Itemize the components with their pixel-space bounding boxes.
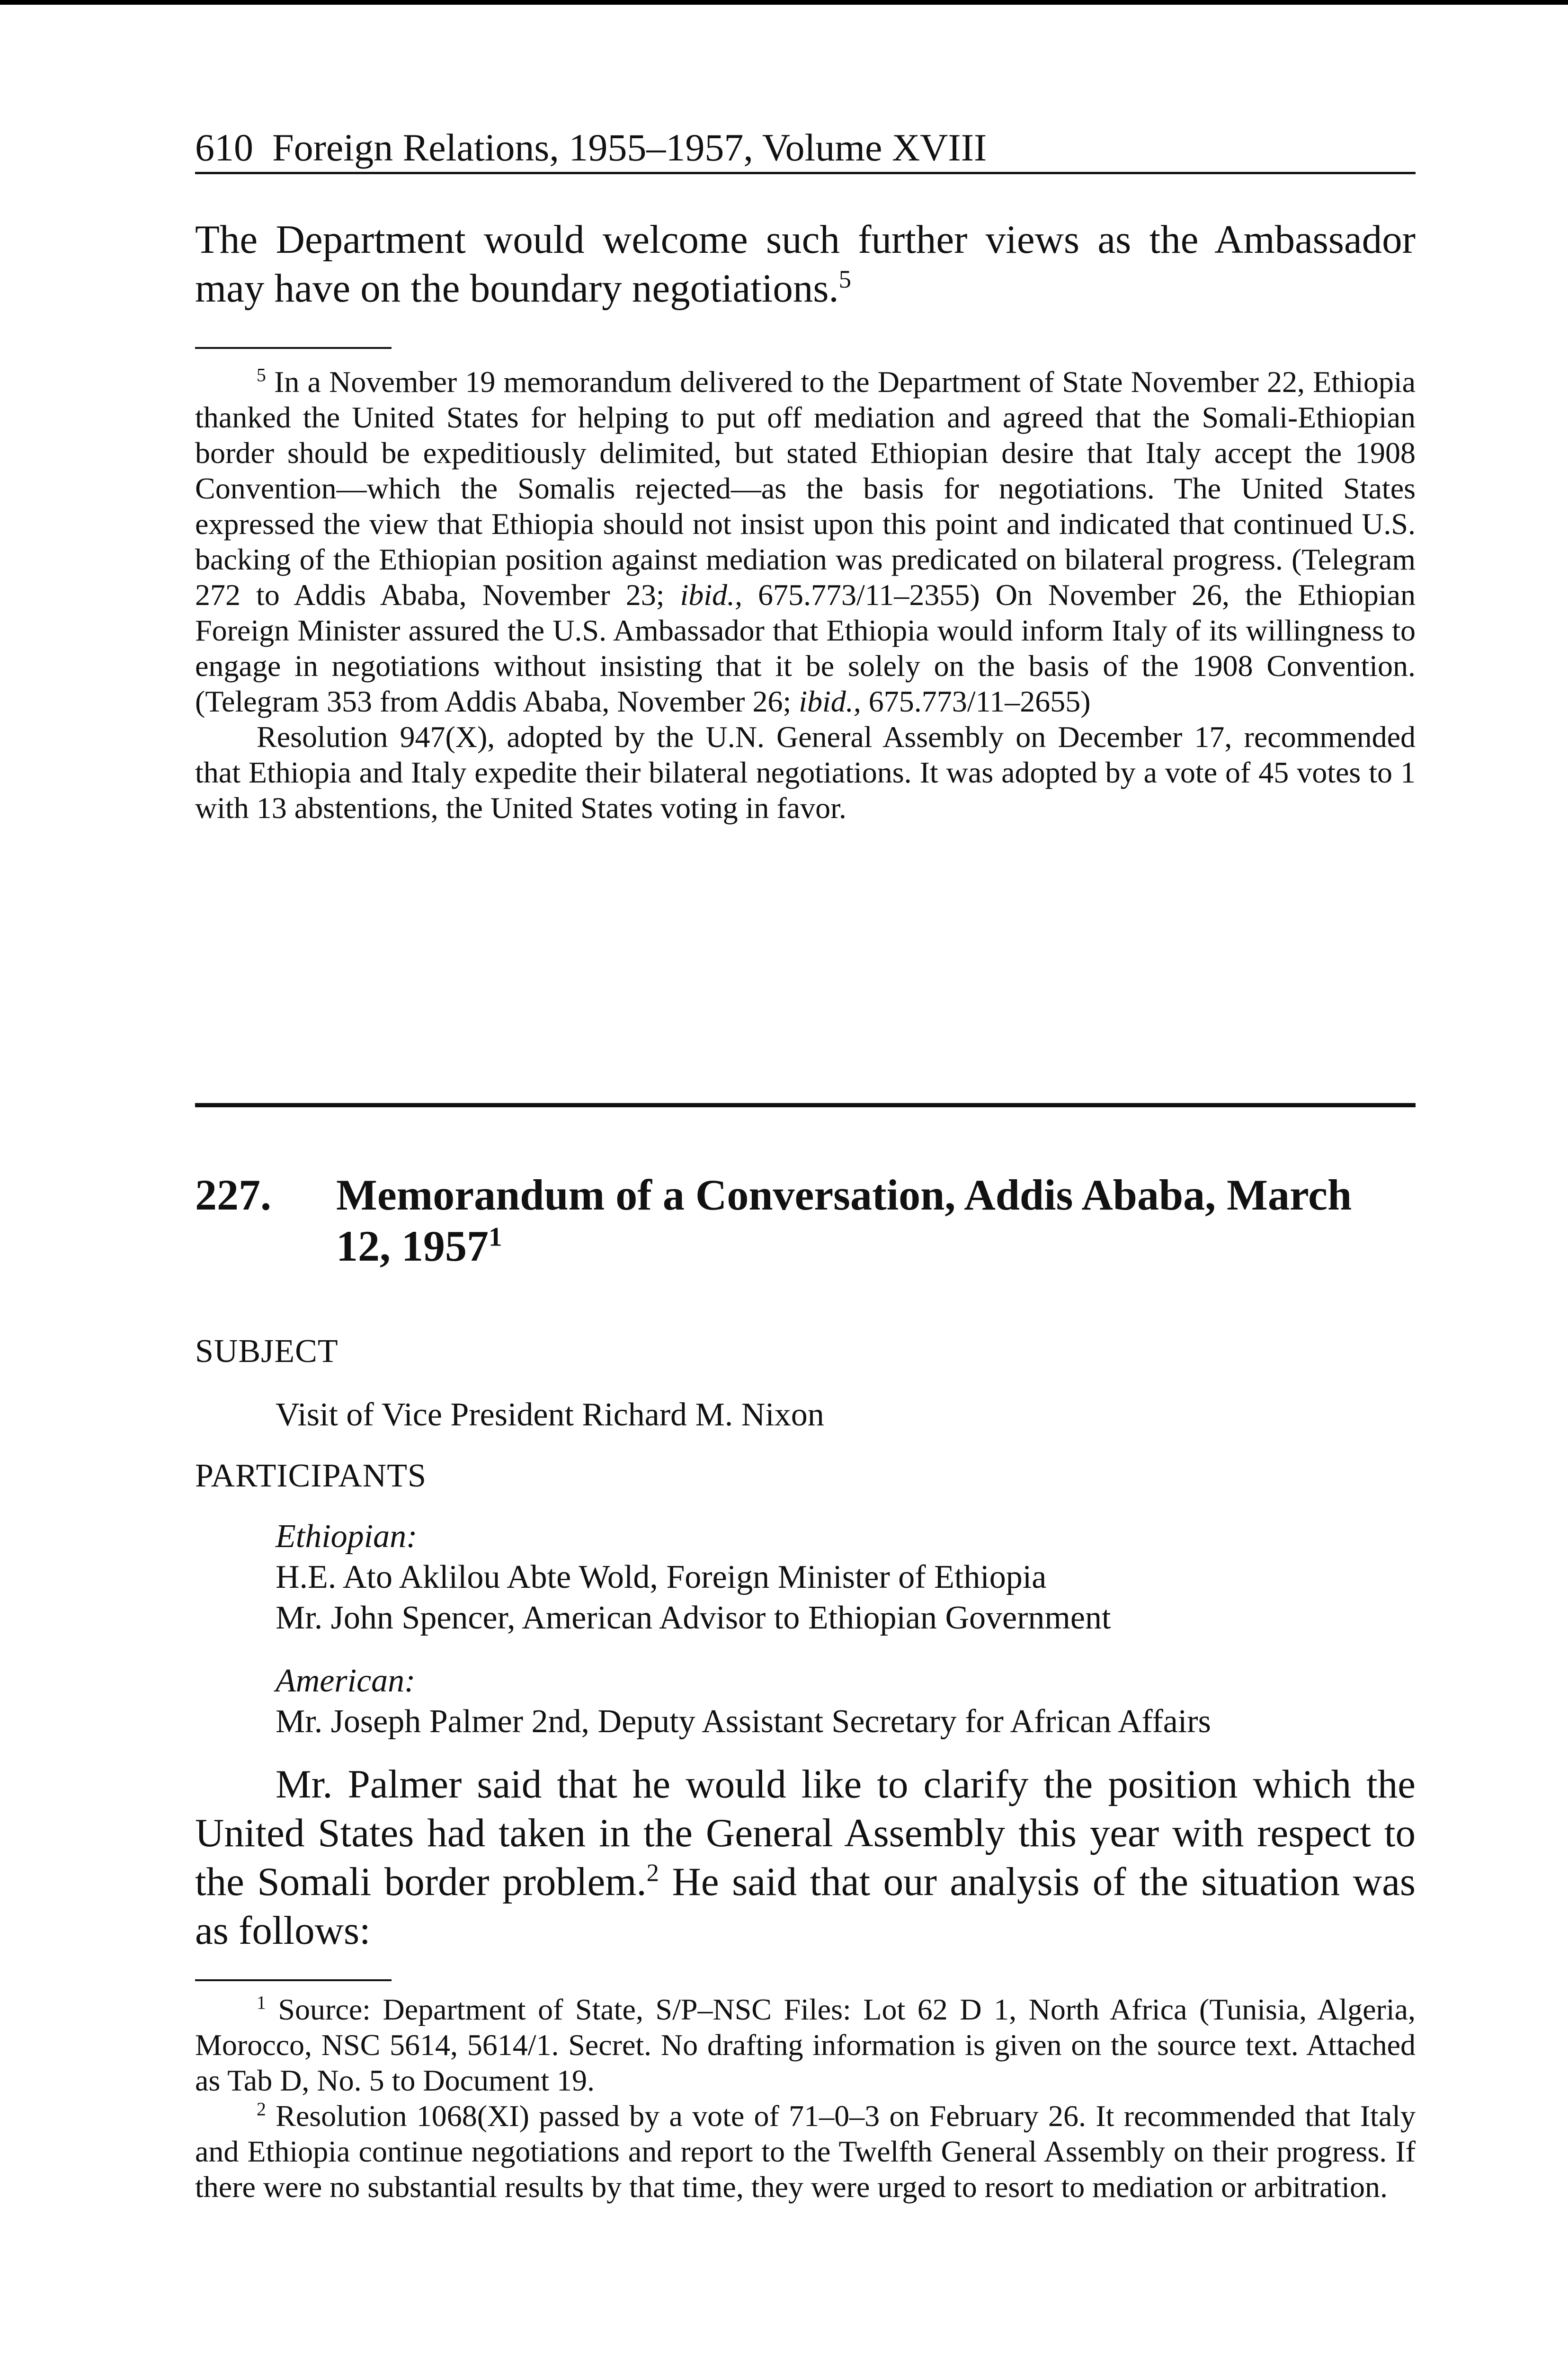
footnote-2-marker: 2: [257, 2099, 266, 2120]
footnote-ref-5: 5: [838, 266, 852, 294]
participant-ethiopian-2: Mr. John Spencer, American Advisor to Ethiopian Government: [276, 1600, 1111, 1636]
ethiopian-label: Ethiopian:: [276, 1518, 418, 1555]
footnote-5-text-a: In a November 19 memorandum delivered to the Department of State November 22, Ethiopia thanked the United States for helping to put off mediation and agreed that the Somali-Ethiopian border should be expeditiously delimited, but stated Ethiopian desire that Italy accept the 1908 Convention—which the Somalis rejected—as the basis for negotiations. The United States expressed the view that Ethiopia should not insist upon this point and indicated that continued U.S. backing of the Ethiopian position against mediation was predicated on bilateral progress. (Telegram 272 to Addis Ababa, November 23;: [195, 365, 1416, 612]
memo-body-paragraph: [195, 1760, 1416, 1955]
subject-label: SUBJECT: [195, 1333, 339, 1370]
footnote-5-text-c: 675.773/11–2655): [868, 685, 1091, 718]
footnote-ref-2: 2: [646, 1859, 659, 1887]
document-title-block: [336, 1169, 1416, 1272]
subject-value: Visit of Vice President Richard M. Nixon: [276, 1397, 824, 1433]
footnote-2: [195, 2098, 1416, 2205]
footnote-rule-bottom: [195, 1979, 392, 1981]
footnote-5-para-1: [195, 364, 1416, 719]
document-title: Memorandum of a Conversation, Addis Ababa, March 12, 1957: [336, 1171, 1352, 1270]
ibid-2: ibid.,: [799, 685, 861, 718]
ibid-1: ibid.,: [680, 578, 743, 612]
footnote-2-text: Resolution 1068(XI) passed by a vote of 71–0–3 on February 26. It recommended that Italy and Ethiopia continue negotiations and report to the Twelfth General Assembly on their progress. If there were no substantial results by that time, they were urged to resort to mediation or arbitration.: [195, 2099, 1416, 2204]
footnote-ref-1: 1: [489, 1222, 502, 1252]
participant-american-1: Mr. Joseph Palmer 2nd, Deputy Assistant Secretary for African Affairs: [276, 1703, 1211, 1740]
subject-text: [276, 1395, 1412, 1435]
footnote-rule-top: [195, 347, 392, 349]
footnote-5-marker: 5: [257, 365, 266, 386]
ethiopian-participants: [276, 1516, 1412, 1638]
continuation-text: The Department would welcome such further views as the Ambassador may have on the boundary negotiations.: [195, 217, 1416, 311]
footnote-1: [195, 1992, 1416, 2098]
american-label: American:: [276, 1663, 416, 1699]
running-head-rule: [195, 172, 1416, 174]
footnote-5-text-b: 675.773/11–2355) On November 26, the Ethiopian Foreign Minister assured the U.S. Ambassador that Ethiopia would inform Italy of its willingness to engage in negotiations without insisting that it be solely on the basis of the 1908 Convention. (Telegram 353 from Addis Ababa, November 26;: [195, 578, 1416, 718]
participants-label: PARTICIPANTS: [195, 1458, 427, 1494]
running-head: [195, 124, 1416, 171]
page-number: 610: [195, 126, 253, 169]
section-divider: [195, 1103, 1416, 1107]
footnote-1-text: Source: Department of State, S/P–NSC Files: Lot 62 D 1, North Africa (Tunisia, Algeria, Morocco, NSC 5614, 5614/1. Secret. No drafting information is given on the source text. Attached as Tab D, No. 5 to Document 19.: [195, 1993, 1416, 2097]
running-head-title: Foreign Relations, 1955–1957, Volume XVIII: [272, 126, 987, 169]
footnote-5-para-2: Resolution 947(X), adopted by the U.N. General Assembly on December 17, recommended that Ethiopia and Italy expedite their bilateral negotiations. It was adopted by a vote of 45 votes to 1 with 13 abstentions, the United States voting in favor.: [195, 720, 1416, 825]
american-participants: [276, 1661, 1412, 1742]
memo-body-text-b: He said that our analysis of the situation was as follows:: [195, 1860, 1416, 1953]
footnote-1-marker: 1: [257, 1992, 266, 2013]
bottom-footnotes: [195, 1992, 1416, 2205]
footnote-5: [195, 364, 1416, 826]
participant-ethiopian-1: H.E. Ato Aklilou Abte Wold, Foreign Minister of Ethiopia: [276, 1559, 1047, 1595]
document-number: 227.: [195, 1171, 271, 1219]
continuation-paragraph: [195, 215, 1416, 313]
scan-top-edge: [0, 0, 1568, 5]
memo-body-text-a: Mr. Palmer said that he would like to clarify the position which the United States had taken in the General Assembly this year with respect to the Somali border problem.: [195, 1762, 1416, 1904]
